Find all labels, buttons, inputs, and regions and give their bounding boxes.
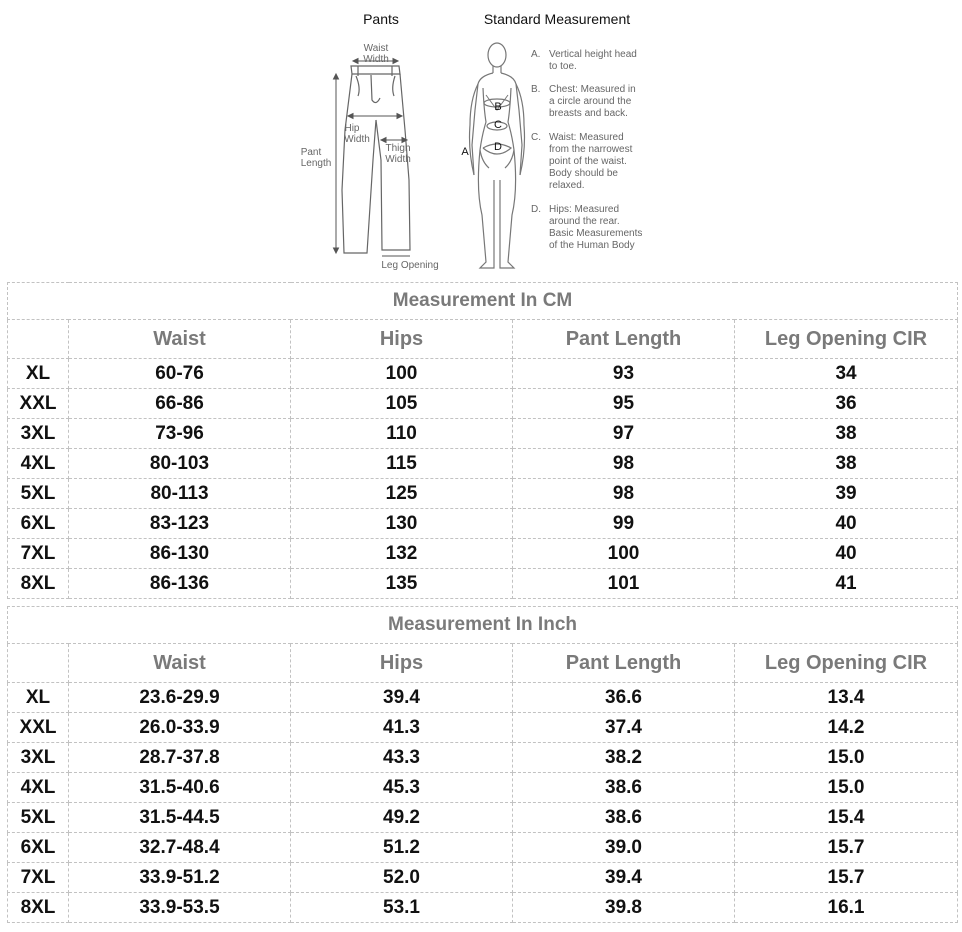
note-c-line: Body should be [549, 168, 618, 179]
cm-cell-waist: 86-136 [69, 569, 291, 599]
cm-cell-pant-length: 93 [513, 359, 735, 389]
cm-cell-leg-opening: 40 [735, 539, 958, 569]
inch-cell-pant-length: 38.6 [513, 773, 735, 803]
inch-cell-leg-opening: 15.0 [735, 773, 958, 803]
table-row [8, 359, 958, 389]
cm-cell-size: 7XL [8, 539, 69, 569]
cm-cell-leg-opening: 41 [735, 569, 958, 599]
table-row [8, 449, 958, 479]
note-b-line: a circle around the [549, 96, 632, 107]
cm-cell-hips: 110 [291, 419, 513, 449]
inch-cell-hips: 51.2 [291, 833, 513, 863]
cm-cell-size: 5XL [8, 479, 69, 509]
inch-cell-waist: 33.9-51.2 [69, 863, 291, 893]
note-d-line: of the Human Body [549, 240, 635, 251]
marker-d: D [494, 141, 502, 153]
thigh-width-label-2: Width [385, 154, 411, 165]
inch-cell-hips: 49.2 [291, 803, 513, 833]
table-row [8, 893, 958, 923]
inch-cell-size: 6XL [8, 833, 69, 863]
cm-cell-waist: 86-130 [69, 539, 291, 569]
inch-title-row [8, 607, 958, 644]
inch-cell-leg-opening: 15.4 [735, 803, 958, 833]
inch-header-hips: Hips [291, 644, 513, 683]
waist-width-label: Waist [363, 43, 389, 54]
inch-cell-leg-opening: 14.2 [735, 713, 958, 743]
inch-cell-hips: 39.4 [291, 683, 513, 713]
cm-cell-size: 4XL [8, 449, 69, 479]
cm-size-table [7, 282, 958, 599]
inch-header-size [8, 644, 69, 683]
note-b [531, 84, 636, 119]
note-d-key: D. [531, 204, 541, 215]
cm-cell-waist: 66-86 [69, 389, 291, 419]
pant-length-label-2: Length [300, 158, 332, 169]
cm-cell-waist: 80-113 [69, 479, 291, 509]
cm-cell-hips: 132 [291, 539, 513, 569]
inch-cell-pant-length: 36.6 [513, 683, 735, 713]
note-c [531, 132, 633, 191]
note-c-line: Waist: Measured [549, 132, 624, 143]
pant-length-label: Pant [300, 147, 322, 158]
note-c-line: point of the waist. [549, 156, 627, 167]
inch-cell-hips: 41.3 [291, 713, 513, 743]
marker-b: B [494, 101, 502, 113]
inch-header-row [8, 644, 958, 683]
inch-cell-leg-opening: 15.0 [735, 743, 958, 773]
inch-size-table [7, 606, 958, 923]
note-b-line: Chest: Measured in [549, 84, 636, 95]
inch-cell-leg-opening: 13.4 [735, 683, 958, 713]
inch-table-body [8, 607, 958, 923]
note-d-line: Hips: Measured [549, 204, 620, 215]
table-row [8, 713, 958, 743]
note-a [531, 49, 637, 72]
table-row [8, 683, 958, 713]
body-markers [461, 101, 502, 158]
note-a-key: A. [531, 49, 541, 60]
inch-cell-hips: 45.3 [291, 773, 513, 803]
inch-cell-hips: 43.3 [291, 743, 513, 773]
note-d [531, 204, 642, 251]
inch-cell-size: XXL [8, 713, 69, 743]
inch-cell-waist: 32.7-48.4 [69, 833, 291, 863]
measurement-diagram [0, 0, 962, 275]
inch-cell-waist: 23.6-29.9 [69, 683, 291, 713]
inch-cell-pant-length: 37.4 [513, 713, 735, 743]
note-a-line: to toe. [549, 61, 577, 72]
inch-header-waist: Waist [69, 644, 291, 683]
cm-cell-hips: 135 [291, 569, 513, 599]
inch-cell-size: 8XL [8, 893, 69, 923]
cm-header-leg-opening: Leg Opening CIR [735, 320, 958, 359]
cm-cell-size: XL [8, 359, 69, 389]
inch-cell-waist: 33.9-53.5 [69, 893, 291, 923]
cm-header-pant-length: Pant Length [513, 320, 735, 359]
cm-cell-pant-length: 98 [513, 479, 735, 509]
inch-cell-size: 3XL [8, 743, 69, 773]
inch-cell-leg-opening: 15.7 [735, 833, 958, 863]
cm-cell-hips: 125 [291, 479, 513, 509]
hip-width-label-2: Width [344, 134, 370, 145]
table-row [8, 743, 958, 773]
cm-cell-hips: 130 [291, 509, 513, 539]
cm-header-size [8, 320, 69, 359]
table-row [8, 569, 958, 599]
inch-cell-pant-length: 38.6 [513, 803, 735, 833]
cm-cell-leg-opening: 34 [735, 359, 958, 389]
table-row [8, 539, 958, 569]
inch-cell-pant-length: 39.8 [513, 893, 735, 923]
cm-header-waist: Waist [69, 320, 291, 359]
cm-table-title: Measurement In CM [8, 283, 958, 320]
cm-cell-pant-length: 97 [513, 419, 735, 449]
note-c-line: from the narrowest [549, 144, 633, 155]
table-row [8, 419, 958, 449]
cm-cell-pant-length: 99 [513, 509, 735, 539]
cm-cell-leg-opening: 38 [735, 419, 958, 449]
inch-cell-size: 4XL [8, 773, 69, 803]
cm-cell-leg-opening: 39 [735, 479, 958, 509]
cm-title-row [8, 283, 958, 320]
cm-cell-size: 3XL [8, 419, 69, 449]
cm-cell-waist: 60-76 [69, 359, 291, 389]
table-row [8, 773, 958, 803]
note-d-line: Basic Measurements [549, 228, 643, 239]
inch-header-pant-length: Pant Length [513, 644, 735, 683]
inch-cell-hips: 53.1 [291, 893, 513, 923]
cm-cell-waist: 80-103 [69, 449, 291, 479]
cm-cell-size: 6XL [8, 509, 69, 539]
inch-cell-waist: 31.5-40.6 [69, 773, 291, 803]
note-b-line: breasts and back. [549, 108, 628, 119]
cm-cell-size: XXL [8, 389, 69, 419]
inch-cell-leg-opening: 16.1 [735, 893, 958, 923]
cm-cell-leg-opening: 40 [735, 509, 958, 539]
pants-labels [301, 43, 439, 271]
body-figure [470, 43, 525, 268]
standard-measurement-title: Standard Measurement [483, 11, 631, 27]
cm-table-body [8, 283, 958, 599]
cm-cell-size: 8XL [8, 569, 69, 599]
cm-cell-pant-length: 100 [513, 539, 735, 569]
cm-cell-hips: 100 [291, 359, 513, 389]
cm-cell-waist: 83-123 [69, 509, 291, 539]
pants-title: Pants [363, 11, 399, 27]
note-b-key: B. [531, 84, 541, 95]
inch-cell-waist: 28.7-37.8 [69, 743, 291, 773]
inch-cell-pant-length: 39.4 [513, 863, 735, 893]
cm-cell-pant-length: 95 [513, 389, 735, 419]
table-row [8, 863, 958, 893]
cm-header-hips: Hips [291, 320, 513, 359]
cm-cell-leg-opening: 38 [735, 449, 958, 479]
cm-cell-hips: 115 [291, 449, 513, 479]
cm-cell-waist: 73-96 [69, 419, 291, 449]
inch-cell-size: XL [8, 683, 69, 713]
thigh-width-label: Thigh [385, 143, 411, 154]
note-d-line: around the rear. [549, 216, 620, 227]
cm-cell-leg-opening: 36 [735, 389, 958, 419]
inch-cell-waist: 26.0-33.9 [69, 713, 291, 743]
table-row [8, 389, 958, 419]
cm-header-row [8, 320, 958, 359]
marker-a: A [461, 146, 469, 158]
table-row [8, 479, 958, 509]
hip-width-label: Hip [344, 123, 360, 134]
waist-width-label-2: Width [363, 54, 389, 65]
leg-opening-label: Leg Opening [381, 260, 439, 271]
table-row [8, 509, 958, 539]
cm-cell-pant-length: 98 [513, 449, 735, 479]
inch-cell-size: 5XL [8, 803, 69, 833]
inch-cell-size: 7XL [8, 863, 69, 893]
inch-cell-leg-opening: 15.7 [735, 863, 958, 893]
table-row [8, 833, 958, 863]
measurement-notes [531, 49, 642, 251]
inch-cell-waist: 31.5-44.5 [69, 803, 291, 833]
cm-cell-pant-length: 101 [513, 569, 735, 599]
cm-cell-hips: 105 [291, 389, 513, 419]
inch-header-leg-opening: Leg Opening CIR [735, 644, 958, 683]
marker-c: C [494, 119, 502, 131]
inch-cell-pant-length: 38.2 [513, 743, 735, 773]
note-c-key: C. [531, 132, 541, 143]
inch-cell-pant-length: 39.0 [513, 833, 735, 863]
note-a-line: Vertical height head [549, 49, 637, 60]
table-row [8, 803, 958, 833]
inch-cell-hips: 52.0 [291, 863, 513, 893]
note-c-line: relaxed. [549, 180, 585, 191]
inch-table-title: Measurement In Inch [8, 607, 958, 644]
